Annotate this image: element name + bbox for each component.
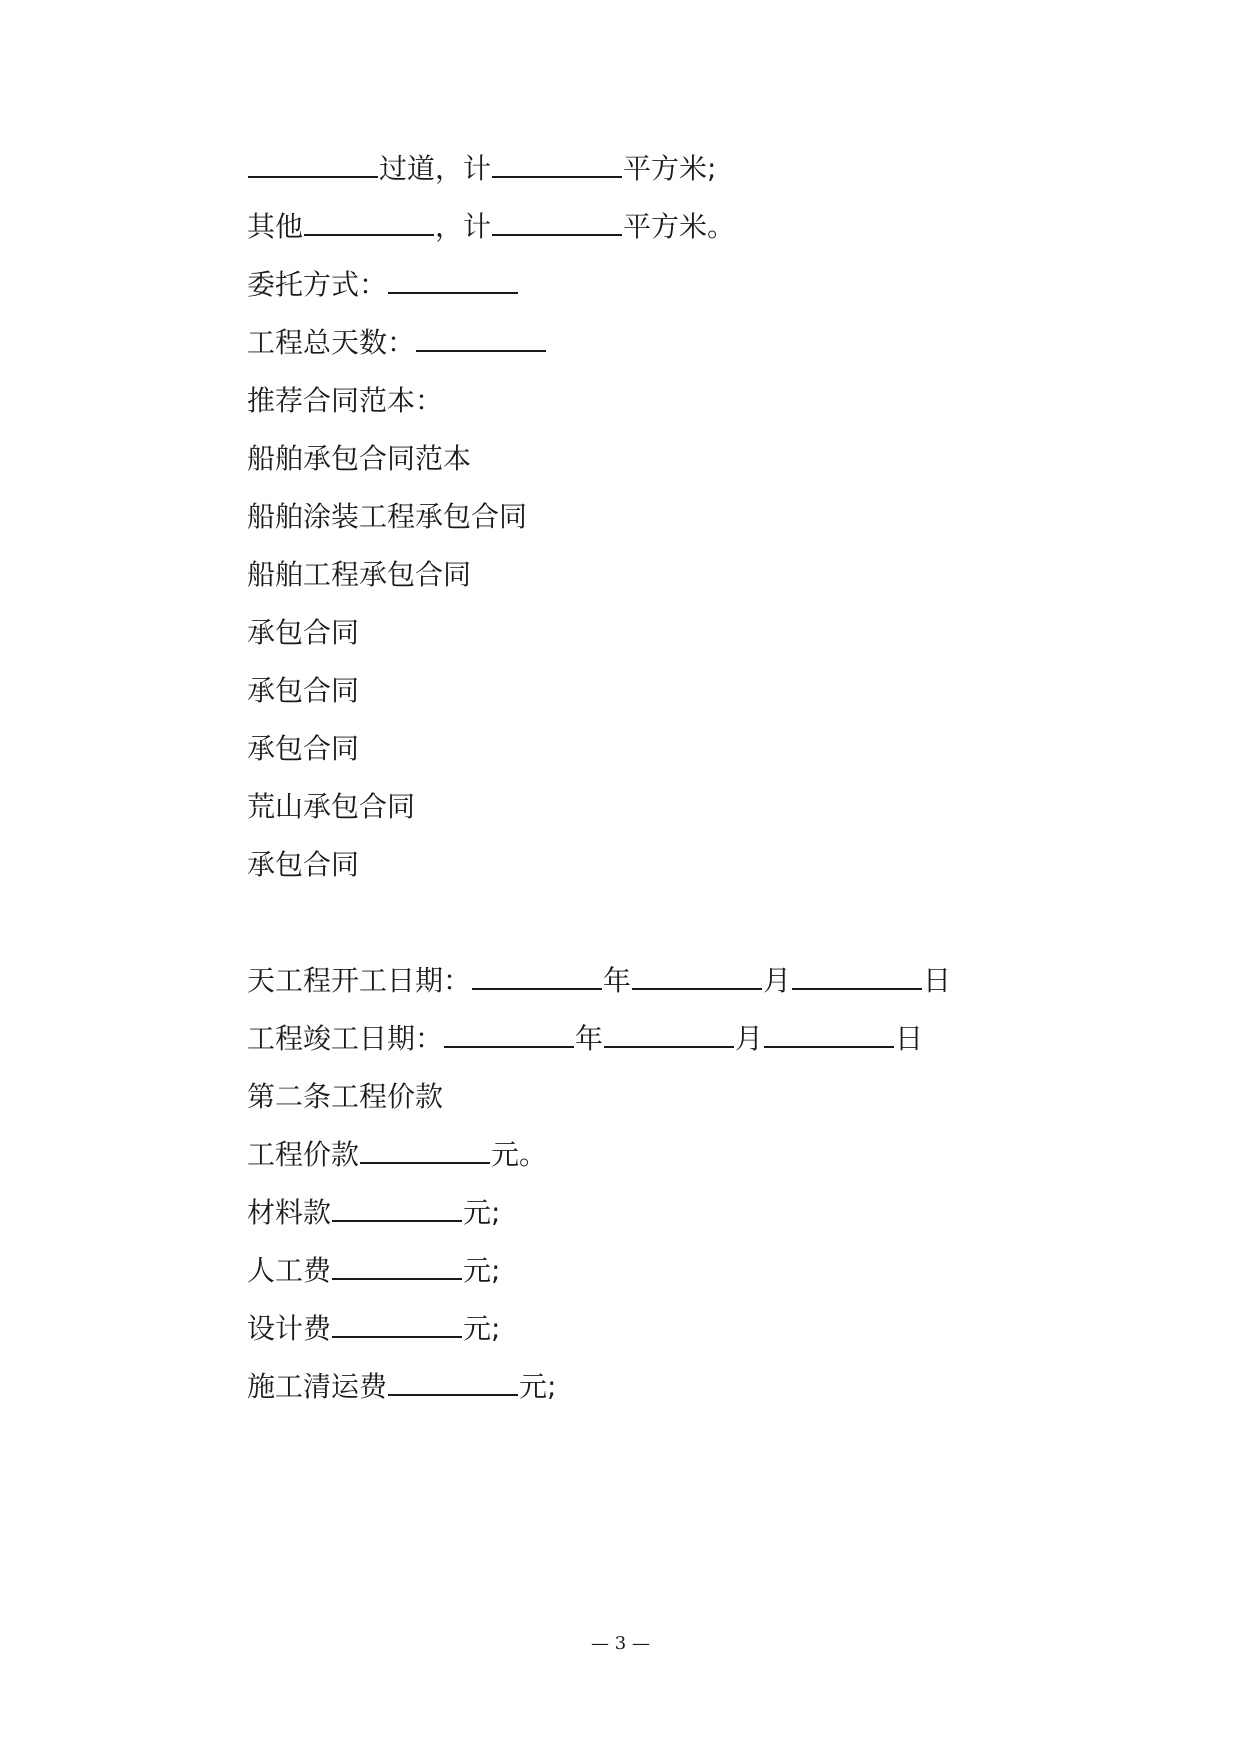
- line-text: 船舶涂装工程承包合同: [247, 500, 528, 533]
- document-line: [247, 610, 359, 656]
- line-text: 材料款: [247, 1196, 332, 1229]
- document-line: [247, 1364, 556, 1410]
- fill-in-blank: [304, 204, 434, 236]
- line-text: 承包合同: [247, 616, 360, 649]
- line-text: 工程价款: [247, 1138, 360, 1171]
- line-text: 推荐合同范本：: [247, 384, 444, 417]
- line-text: 委托方式：: [247, 268, 388, 301]
- fill-in-blank: [388, 262, 518, 294]
- fill-in-blank: [764, 1016, 894, 1048]
- document-line: [247, 552, 471, 598]
- line-text: 元;: [463, 1196, 501, 1229]
- document-line: [247, 1016, 923, 1062]
- document-line: [247, 1306, 500, 1352]
- line-text: 荒山承包合同: [247, 790, 416, 823]
- line-text: ，计: [435, 210, 492, 243]
- line-text: 年: [603, 964, 632, 997]
- document-line: [247, 1190, 500, 1236]
- line-text: 过道，计: [379, 152, 492, 185]
- line-text: 平方米;: [623, 152, 717, 185]
- document-line: [247, 320, 547, 366]
- document-line: [247, 1074, 443, 1120]
- line-text: 元。: [491, 1138, 548, 1171]
- line-text: 施工清运费: [247, 1370, 388, 1403]
- line-text: 月: [763, 964, 792, 997]
- fill-in-blank: [416, 320, 546, 352]
- fill-in-blank: [248, 146, 378, 178]
- line-text: 平方米。: [623, 210, 736, 243]
- fill-in-blank: [492, 146, 622, 178]
- line-text: 工程竣工日期：: [247, 1022, 444, 1055]
- fill-in-blank: [388, 1364, 518, 1396]
- document-line: [247, 1132, 547, 1178]
- fill-in-blank: [492, 204, 622, 236]
- document-line: [247, 436, 471, 482]
- document-line: [247, 842, 359, 888]
- line-text: 其他: [247, 210, 304, 243]
- fill-in-blank: [332, 1190, 462, 1222]
- line-text: 天工程开工日期：: [247, 964, 472, 997]
- line-text: 年: [575, 1022, 604, 1055]
- line-text: 船舶工程承包合同: [247, 558, 472, 591]
- document-line: [247, 726, 359, 772]
- line-text: 日: [923, 964, 952, 997]
- document-line: [247, 378, 443, 424]
- fill-in-blank: [472, 958, 602, 990]
- fill-in-blank: [444, 1016, 574, 1048]
- fill-in-blank: [332, 1306, 462, 1338]
- line-text: 元;: [463, 1254, 501, 1287]
- document-line: [247, 204, 735, 250]
- line-text: 船舶承包合同范本: [247, 442, 472, 475]
- line-text: 元;: [463, 1312, 501, 1345]
- fill-in-blank: [332, 1248, 462, 1280]
- line-text: 承包合同: [247, 732, 360, 765]
- line-text: 承包合同: [247, 848, 360, 881]
- document-line: [247, 1248, 500, 1294]
- line-text: 日: [895, 1022, 924, 1055]
- line-text: 承包合同: [247, 674, 360, 707]
- fill-in-blank: [792, 958, 922, 990]
- fill-in-blank: [632, 958, 762, 990]
- document-line: [247, 494, 527, 540]
- line-text: 第二条工程价款: [247, 1080, 444, 1113]
- fill-in-blank: [360, 1132, 490, 1164]
- fill-in-blank: [604, 1016, 734, 1048]
- line-text: 元;: [519, 1370, 557, 1403]
- line-text: 人工费: [247, 1254, 332, 1287]
- line-text: 设计费: [247, 1312, 332, 1345]
- document-line: [247, 262, 519, 308]
- document-line: [247, 668, 359, 714]
- document-line: [247, 958, 951, 1004]
- page-number: — 3 —: [591, 1633, 650, 1654]
- document-line: [247, 146, 716, 192]
- line-text: 工程总天数：: [247, 326, 416, 359]
- line-text: 月: [735, 1022, 764, 1055]
- document-line: [247, 784, 415, 830]
